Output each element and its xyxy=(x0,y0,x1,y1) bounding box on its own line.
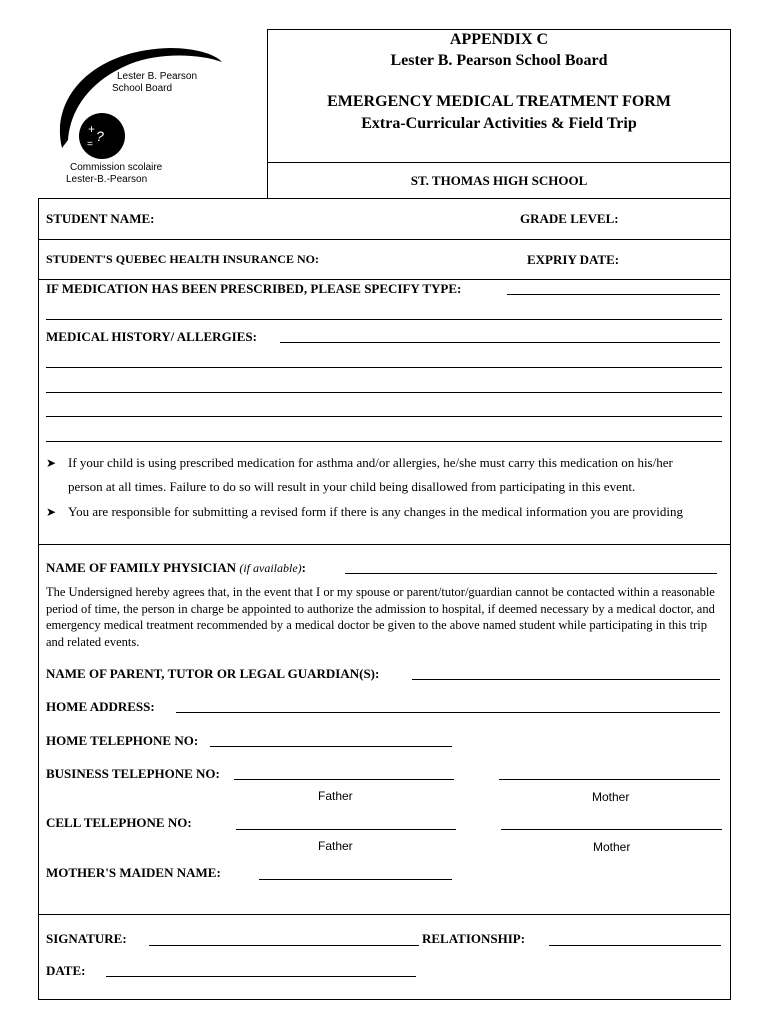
grade-level-label: GRADE LEVEL: xyxy=(520,211,619,226)
cell-phone-father-field[interactable] xyxy=(236,829,456,830)
cell-phone-mother-field[interactable] xyxy=(501,829,722,830)
parent-name-field[interactable] xyxy=(412,679,720,680)
arrowhead-bullet-icon: ➤ xyxy=(46,505,57,519)
medical-history-line-4[interactable] xyxy=(46,416,722,417)
row-divider-4 xyxy=(38,914,731,915)
bullet-1-line-1: If your child is using prescribed medication for asthma and/or allergies, he/she must carry this medication on his/her xyxy=(68,455,673,470)
consent-paragraph: The Undersigned hereby agrees that, in the event that I or my spouse or parent/tutor/guardian cannot be contacted within a reasonable period of time, the person in charge be appointed to authorize the admission to hospital, if deemed necessary by a medical doctor, and emergency medical treatment recommended by a medical doctor be given to the above named student while participating in this trip and related events. xyxy=(46,585,715,649)
date-label: DATE: xyxy=(46,963,86,978)
business-phone-label: BUSINESS TELEPHONE NO: xyxy=(46,766,220,781)
cell-father-caption: Father xyxy=(318,839,353,853)
maiden-name-label: MOTHER'S MAIDEN NAME: xyxy=(46,865,221,880)
student-name-label: STUDENT NAME: xyxy=(46,211,155,226)
parent-name-label: NAME OF PARENT, TUTOR OR LEGAL GUARDIAN(S): xyxy=(46,666,380,681)
physician-colon: : xyxy=(301,560,306,575)
row-divider-2 xyxy=(38,279,731,280)
form-subtitle: Extra-Curricular Activities & Field Trip xyxy=(361,115,637,132)
medication-field-line-2[interactable] xyxy=(46,319,722,320)
signature-label: SIGNATURE: xyxy=(46,931,127,946)
bullet-1-line-2: person at all times. Failure to do so will result in your child being disallowed from participating in this event. xyxy=(68,479,636,494)
cell-phone-label: CELL TELEPHONE NO: xyxy=(46,815,192,830)
home-phone-field[interactable] xyxy=(210,746,452,747)
cell-mother-caption: Mother xyxy=(593,840,631,854)
business-mother-caption: Mother xyxy=(592,790,630,804)
school-name: ST. THOMAS HIGH SCHOOL xyxy=(410,173,588,188)
logo-name-fr-1: Commission scolaire xyxy=(70,162,163,173)
physician-field[interactable] xyxy=(345,573,717,574)
medication-field[interactable] xyxy=(507,294,720,295)
logo-name-fr-2: Lester-B.-Pearson xyxy=(66,174,148,185)
board-name: Lester B. Pearson School Board xyxy=(390,52,608,69)
relationship-field[interactable] xyxy=(549,945,721,946)
medical-history-line-2[interactable] xyxy=(46,367,722,368)
logo-name-en-1: Lester B. Pearson xyxy=(117,71,198,82)
relationship-label: RELATIONSHIP: xyxy=(422,931,526,946)
medical-history-line-3[interactable] xyxy=(46,392,722,393)
bullet-2: You are responsible for submitting a revised form if there is any changes in the medical information you are providing xyxy=(68,504,683,519)
signature-field[interactable] xyxy=(149,945,419,946)
svg-text:=: = xyxy=(87,139,93,150)
health-insurance-label: STUDENT'S QUEBEC HEALTH INSURANCE NO: xyxy=(46,252,319,266)
home-address-field[interactable] xyxy=(176,712,720,713)
svg-text:+: + xyxy=(88,122,96,136)
header-divider xyxy=(267,162,731,163)
business-phone-father-field[interactable] xyxy=(234,779,454,780)
date-field[interactable] xyxy=(106,976,416,977)
logo-name-en-2: School Board xyxy=(112,83,173,94)
row-divider-3 xyxy=(38,544,731,545)
svg-text:?: ? xyxy=(96,128,104,144)
business-phone-mother-field[interactable] xyxy=(499,779,720,780)
medication-label: IF MEDICATION HAS BEEN PRESCRIBED, PLEASE SPECIFY TYPE: xyxy=(46,281,462,296)
expiry-date-label: EXPRIY DATE: xyxy=(527,252,620,267)
physician-note: (if available) xyxy=(239,561,302,575)
form-title: EMERGENCY MEDICAL TREATMENT FORM xyxy=(327,93,671,110)
medical-history-label: MEDICAL HISTORY/ ALLERGIES: xyxy=(46,329,257,344)
arrowhead-bullet-icon: ➤ xyxy=(46,456,57,470)
physician-label xyxy=(46,560,306,576)
medical-history-line-5[interactable] xyxy=(46,441,722,442)
physician-label-text: NAME OF FAMILY PHYSICIAN xyxy=(46,560,237,575)
home-address-label: HOME ADDRESS: xyxy=(46,699,155,714)
appendix-title: APPENDIX C xyxy=(449,31,549,48)
medical-history-field[interactable] xyxy=(280,342,720,343)
school-board-logo xyxy=(50,40,240,190)
business-father-caption: Father xyxy=(318,789,353,803)
maiden-name-field[interactable] xyxy=(259,879,452,880)
row-divider-1 xyxy=(38,239,731,240)
home-phone-label: HOME TELEPHONE NO: xyxy=(46,733,199,748)
